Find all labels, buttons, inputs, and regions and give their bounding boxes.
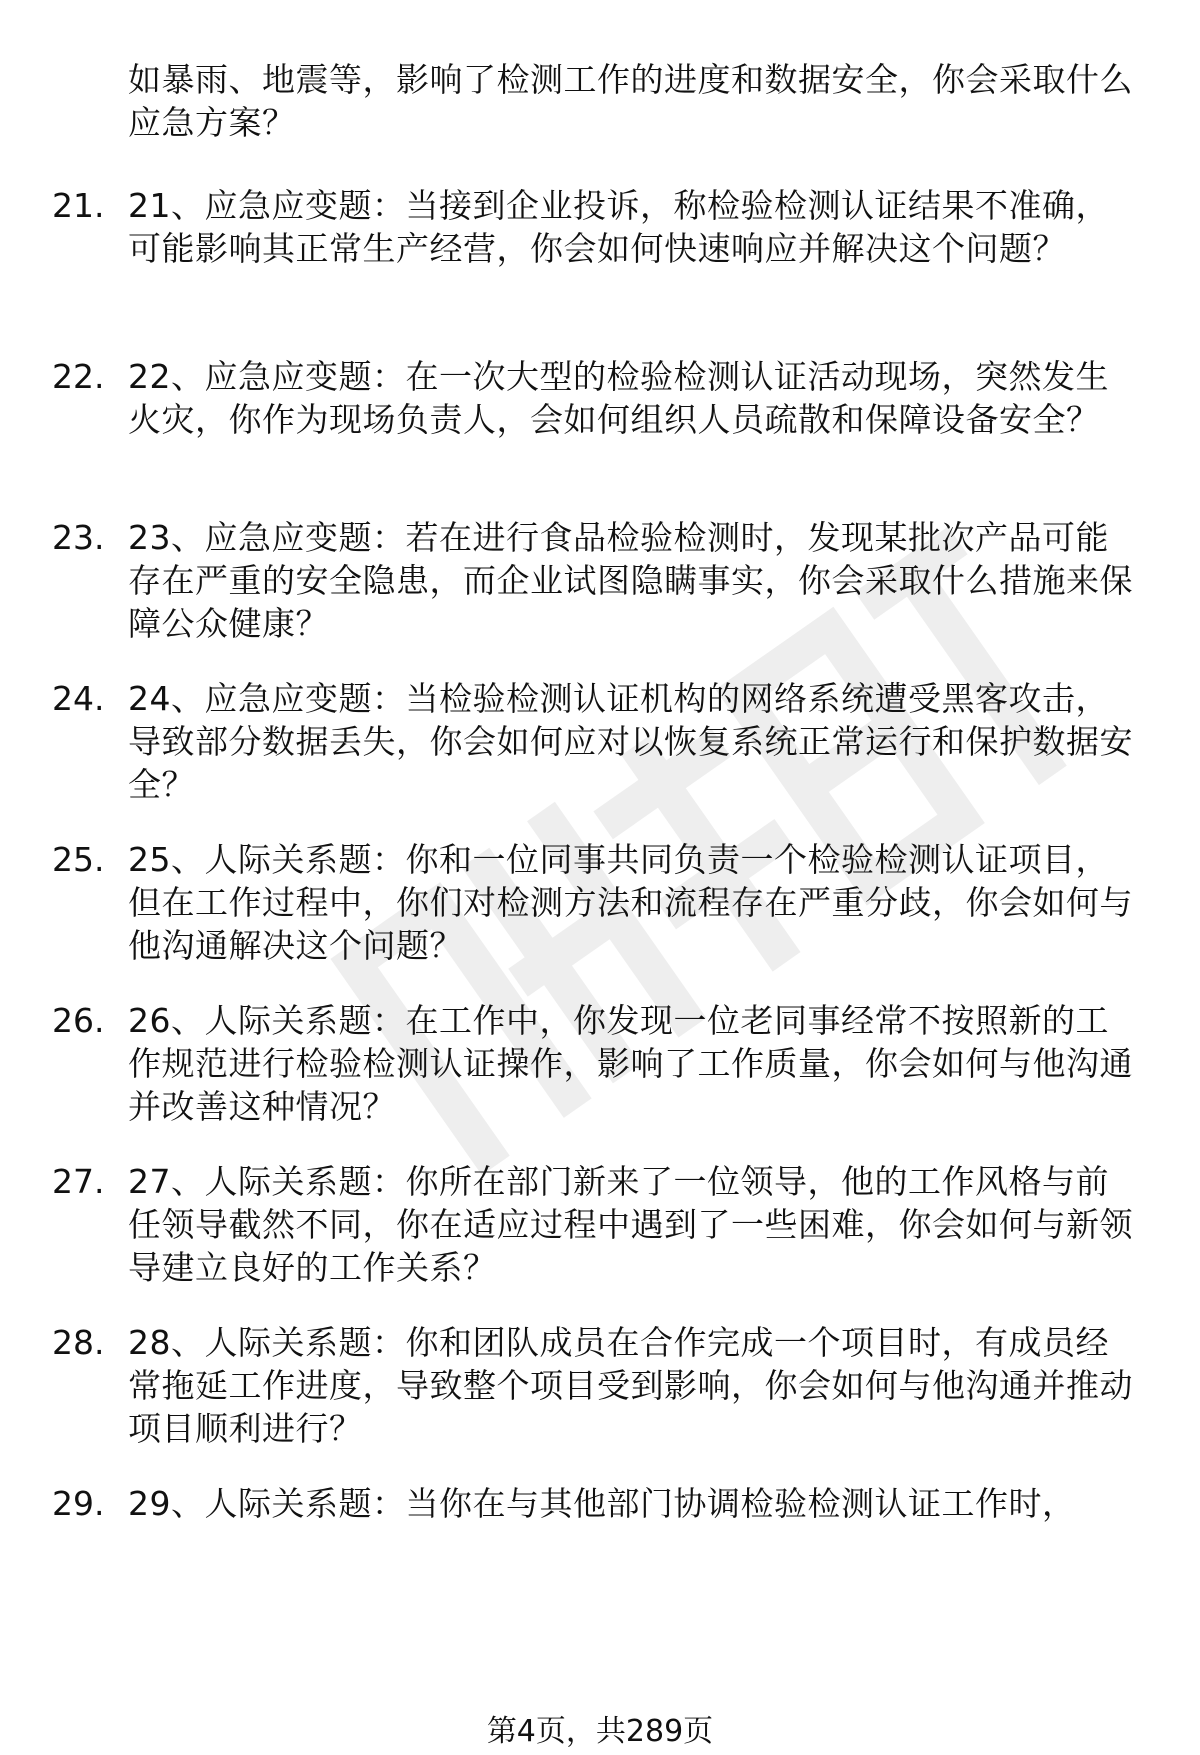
question-text: 22、应急应变题：在一次大型的检验检测认证活动现场，突然发生火灾，你作为现场负责人，会如何组织人员疏散和保障设备安全？	[128, 357, 1109, 439]
question-number: 29.	[52, 1484, 105, 1523]
question-number: 21.	[52, 186, 105, 225]
question-text: 24、应急应变题：当检验检测认证机构的网络系统遭受黑客攻击，导致部分数据丢失，你会如何应对以恢复系统正常运行和保护数据安全？	[128, 679, 1133, 804]
page-number: 第4页，共289页	[486, 1714, 714, 1749]
question-number: 24.	[52, 679, 105, 718]
question-number: 28.	[52, 1323, 105, 1362]
question-text: 29、人际关系题：当你在与其他部门协调检验检测认证工作时，	[128, 1484, 1076, 1523]
continuation-text: 如暴雨、地震等，影响了检测工作的进度和数据安全，你会采取什么应急方案？	[128, 60, 1133, 142]
question-text: 28、人际关系题：你和团队成员在合作完成一个项目时，有成员经常拖延工作进度，导致整个项目受到影响，你会如何与他沟通并推动项目顺利进行？	[128, 1323, 1133, 1448]
question-text: 25、人际关系题：你和一位同事共同负责一个检验检测认证项目，但在工作过程中，你们对检测方法和流程存在严重分歧，你会如何与他沟通解决这个问题？	[128, 840, 1133, 965]
question-number: 25.	[52, 840, 105, 879]
question-number: 27.	[52, 1162, 105, 1201]
question-number: 26.	[52, 1001, 105, 1040]
question-text: 27、人际关系题：你所在部门新来了一位领导，他的工作风格与前任领导截然不同，你在适应过程中遇到了一些困难，你会如何与新领导建立良好的工作关系？	[128, 1162, 1133, 1287]
question-text: 23、应急应变题：若在进行食品检验检测时，发现某批次产品可能存在严重的安全隐患，而企业试图隐瞒事实，你会采取什么措施来保障公众健康？	[128, 518, 1133, 643]
question-number: 23.	[52, 518, 105, 557]
question-text: 26、人际关系题：在工作中，你发现一位老同事经常不按照新的工作规范进行检验检测认证操作，影响了工作质量，你会如何与他沟通并改善这种情况？	[128, 1001, 1133, 1126]
question-text: 21、应急应变题：当接到企业投诉，称检验检测认证结果不准确，可能影响其正常生产经营，你会如何快速响应并解决这个问题？	[128, 186, 1109, 268]
question-number: 22.	[52, 357, 105, 396]
question-list	[0, 184, 1200, 1724]
